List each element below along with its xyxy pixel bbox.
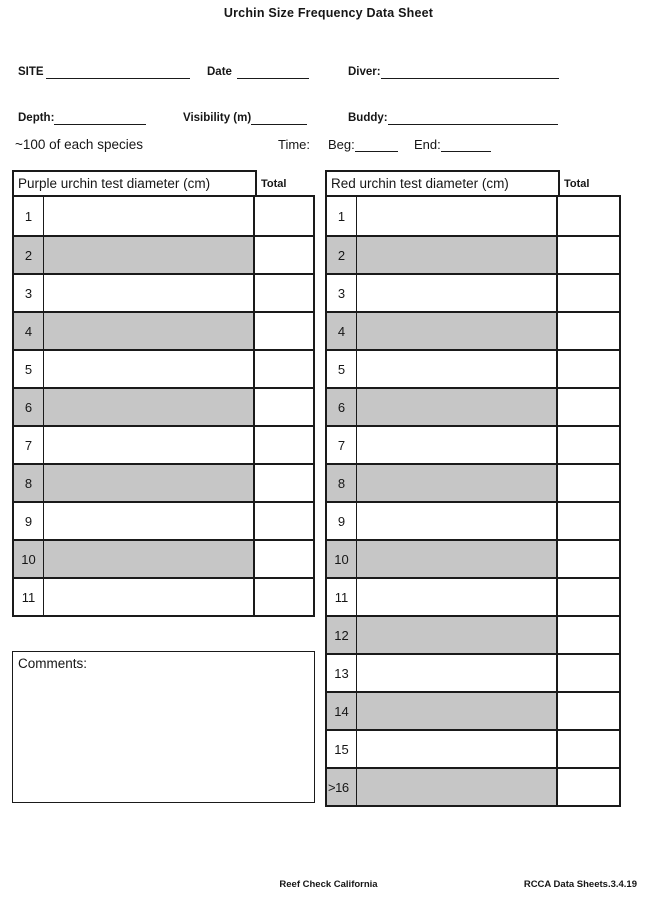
total-cell[interactable] bbox=[556, 197, 619, 235]
table-row bbox=[327, 691, 619, 729]
purple-urchin-table bbox=[12, 170, 315, 617]
footer-org: Reef Check California bbox=[279, 879, 378, 890]
tally-cell[interactable] bbox=[44, 427, 253, 463]
size-row-number: 11 bbox=[327, 579, 357, 615]
footer-version: RCCA Data Sheets.3.4.19 bbox=[523, 879, 637, 890]
tally-cell[interactable] bbox=[357, 579, 556, 615]
table-row bbox=[327, 539, 619, 577]
total-cell[interactable] bbox=[556, 655, 619, 691]
tally-cell[interactable] bbox=[357, 693, 556, 729]
table-row bbox=[327, 501, 619, 539]
total-cell[interactable] bbox=[253, 237, 313, 273]
table-row bbox=[327, 729, 619, 767]
total-cell[interactable] bbox=[253, 313, 313, 349]
red-total-header: Total bbox=[564, 178, 590, 190]
depth-label: Depth: bbox=[18, 112, 55, 124]
site-label: SITE bbox=[18, 66, 44, 78]
purple-table-title: Purple urchin test diameter (cm) bbox=[12, 170, 257, 195]
total-cell[interactable] bbox=[556, 237, 619, 273]
visibility-blank[interactable] bbox=[251, 112, 307, 125]
diver-label: Diver: bbox=[348, 66, 381, 78]
total-cell[interactable] bbox=[253, 427, 313, 463]
table-row bbox=[327, 653, 619, 691]
page-title: Urchin Size Frequency Data Sheet bbox=[223, 6, 434, 20]
tally-cell[interactable] bbox=[357, 313, 556, 349]
date-blank[interactable] bbox=[237, 66, 309, 79]
tally-cell[interactable] bbox=[357, 503, 556, 539]
diver-field bbox=[348, 63, 559, 79]
red-urchin-table bbox=[325, 170, 621, 807]
total-cell[interactable] bbox=[556, 389, 619, 425]
total-cell[interactable] bbox=[253, 351, 313, 387]
tally-cell[interactable] bbox=[357, 617, 556, 653]
tally-cell[interactable] bbox=[357, 197, 556, 235]
purple-table-body bbox=[12, 195, 315, 617]
size-row-number: 1 bbox=[327, 197, 357, 235]
visibility-field bbox=[183, 109, 307, 125]
tally-cell[interactable] bbox=[44, 351, 253, 387]
visibility-label: Visibility (m) bbox=[183, 112, 252, 124]
total-cell[interactable] bbox=[253, 465, 313, 501]
depth-field bbox=[18, 109, 146, 125]
tally-cell[interactable] bbox=[357, 731, 556, 767]
size-row-number: 9 bbox=[327, 503, 357, 539]
red-table-header bbox=[325, 170, 621, 195]
time-label: Time: bbox=[278, 137, 311, 152]
tally-cell[interactable] bbox=[357, 351, 556, 387]
purple-total-header: Total bbox=[261, 178, 287, 190]
size-row-number: 4 bbox=[14, 313, 44, 349]
size-row-number: 7 bbox=[327, 427, 357, 463]
size-row-number: 12 bbox=[327, 617, 357, 653]
size-row-number: 10 bbox=[14, 541, 44, 577]
table-row bbox=[14, 539, 313, 577]
total-cell[interactable] bbox=[556, 465, 619, 501]
purple-table-header bbox=[12, 170, 315, 195]
size-row-number: 14 bbox=[327, 693, 357, 729]
tally-cell[interactable] bbox=[357, 465, 556, 501]
total-cell[interactable] bbox=[556, 731, 619, 767]
size-row-number: 2 bbox=[327, 237, 357, 273]
table-row bbox=[14, 463, 313, 501]
size-row-number: 1 bbox=[14, 197, 44, 235]
end-label: End: bbox=[414, 137, 441, 152]
time-field bbox=[278, 136, 310, 152]
size-row-number: 4 bbox=[327, 313, 357, 349]
tally-cell[interactable] bbox=[44, 275, 253, 311]
date-field bbox=[207, 63, 309, 79]
time-end-field bbox=[414, 136, 491, 152]
size-row-number: 3 bbox=[14, 275, 44, 311]
table-row bbox=[327, 767, 619, 805]
total-cell[interactable] bbox=[253, 275, 313, 311]
table-row bbox=[14, 273, 313, 311]
comments-box[interactable] bbox=[12, 651, 315, 803]
site-field bbox=[18, 63, 190, 79]
table-row bbox=[327, 577, 619, 615]
tally-cell[interactable] bbox=[357, 237, 556, 273]
total-cell[interactable] bbox=[556, 579, 619, 615]
size-row-number: 9 bbox=[14, 503, 44, 539]
tally-cell[interactable] bbox=[357, 427, 556, 463]
table-row bbox=[14, 501, 313, 539]
total-cell[interactable] bbox=[253, 579, 313, 615]
tally-cell[interactable] bbox=[44, 237, 253, 273]
table-row bbox=[327, 463, 619, 501]
total-cell[interactable] bbox=[556, 313, 619, 349]
species-note: ~100 of each species bbox=[15, 137, 143, 152]
buddy-label: Buddy: bbox=[348, 112, 388, 124]
size-row-number: 11 bbox=[14, 579, 44, 615]
table-row bbox=[327, 235, 619, 273]
table-row bbox=[327, 197, 619, 235]
buddy-blank[interactable] bbox=[388, 112, 558, 125]
tally-cell[interactable] bbox=[44, 389, 253, 425]
total-cell[interactable] bbox=[253, 389, 313, 425]
tally-cell[interactable] bbox=[44, 465, 253, 501]
buddy-field bbox=[348, 109, 558, 125]
total-cell[interactable] bbox=[556, 427, 619, 463]
table-row bbox=[327, 273, 619, 311]
total-cell[interactable] bbox=[253, 197, 313, 235]
tally-cell[interactable] bbox=[357, 655, 556, 691]
table-row bbox=[14, 425, 313, 463]
size-row-number: 15 bbox=[327, 731, 357, 767]
depth-blank[interactable] bbox=[54, 112, 146, 125]
table-row bbox=[327, 387, 619, 425]
size-row-number: 7 bbox=[14, 427, 44, 463]
table-row bbox=[14, 387, 313, 425]
site-blank[interactable] bbox=[46, 66, 190, 79]
total-cell[interactable] bbox=[556, 351, 619, 387]
total-cell[interactable] bbox=[556, 693, 619, 729]
size-row-number: 5 bbox=[14, 351, 44, 387]
red-table-title: Red urchin test diameter (cm) bbox=[325, 170, 560, 195]
total-cell[interactable] bbox=[556, 769, 619, 805]
table-row bbox=[14, 235, 313, 273]
beg-label: Beg: bbox=[328, 137, 355, 152]
size-row-number: 3 bbox=[327, 275, 357, 311]
size-row-number: 10 bbox=[327, 541, 357, 577]
beg-blank[interactable] bbox=[355, 139, 398, 152]
tally-cell[interactable] bbox=[357, 389, 556, 425]
tally-cell[interactable] bbox=[44, 541, 253, 577]
table-row bbox=[14, 349, 313, 387]
tally-cell[interactable] bbox=[357, 541, 556, 577]
red-table-body bbox=[325, 195, 621, 807]
total-cell[interactable] bbox=[253, 503, 313, 539]
end-blank[interactable] bbox=[441, 139, 491, 152]
size-row-number: >16 bbox=[327, 769, 357, 805]
tally-cell[interactable] bbox=[357, 769, 556, 805]
tally-cell[interactable] bbox=[44, 197, 253, 235]
tally-cell[interactable] bbox=[44, 503, 253, 539]
time-beg-field bbox=[328, 136, 398, 152]
tally-cell[interactable] bbox=[357, 275, 556, 311]
size-row-number: 13 bbox=[327, 655, 357, 691]
total-cell[interactable] bbox=[556, 617, 619, 653]
table-row bbox=[327, 615, 619, 653]
table-row bbox=[327, 425, 619, 463]
size-row-number: 8 bbox=[327, 465, 357, 501]
table-row bbox=[14, 577, 313, 615]
table-row bbox=[327, 349, 619, 387]
table-row bbox=[14, 311, 313, 349]
size-row-number: 8 bbox=[14, 465, 44, 501]
total-cell[interactable] bbox=[556, 541, 619, 577]
size-row-number: 2 bbox=[14, 237, 44, 273]
table-row bbox=[14, 197, 313, 235]
size-row-number: 6 bbox=[14, 389, 44, 425]
diver-blank[interactable] bbox=[381, 66, 559, 79]
size-row-number: 5 bbox=[327, 351, 357, 387]
tally-cell[interactable] bbox=[44, 313, 253, 349]
tally-cell[interactable] bbox=[44, 579, 253, 615]
total-cell[interactable] bbox=[556, 503, 619, 539]
total-cell[interactable] bbox=[556, 275, 619, 311]
size-row-number: 6 bbox=[327, 389, 357, 425]
total-cell[interactable] bbox=[253, 541, 313, 577]
table-row bbox=[327, 311, 619, 349]
date-label: Date bbox=[207, 66, 232, 78]
comments-label: Comments: bbox=[18, 656, 88, 671]
